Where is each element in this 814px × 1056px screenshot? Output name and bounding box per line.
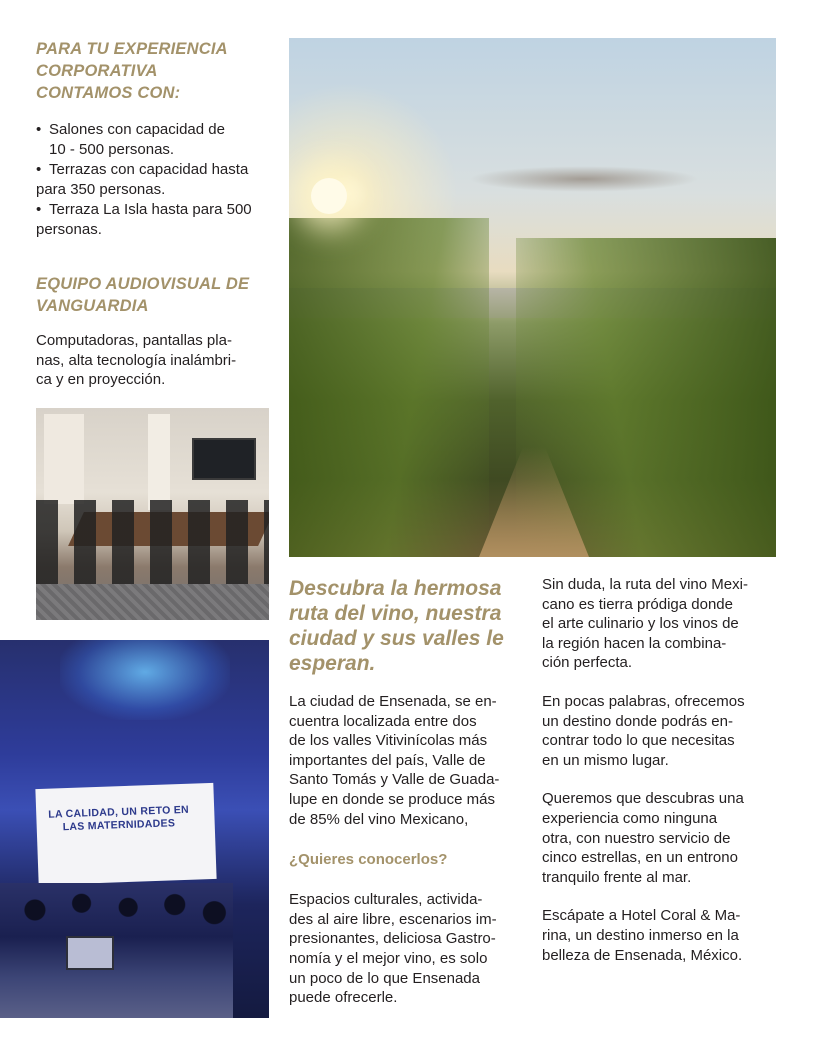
text-line: un poco de lo que Ensenada xyxy=(289,969,480,987)
culture-paragraph xyxy=(289,890,525,1008)
text-line: de 85% del vino Mexicano, xyxy=(289,810,469,828)
audiovisual-heading-line: VANGUARDIA xyxy=(36,297,149,315)
text-line: la región hacen la combina- xyxy=(542,634,727,652)
right-column xyxy=(542,575,778,984)
wine-route-subheading xyxy=(289,576,525,676)
cloud xyxy=(469,166,699,192)
text-line: Computadoras, pantallas pla- xyxy=(36,332,232,349)
subheading-line: esperan. xyxy=(289,652,376,675)
bullet-icon: • xyxy=(36,121,42,138)
text-line: un destino donde podrás en- xyxy=(542,712,733,730)
question-heading: ¿Quieres conocerlos? xyxy=(289,851,448,869)
wine-route-paragraph xyxy=(542,575,778,673)
text-line: ción perfecta. xyxy=(542,654,633,672)
middle-column xyxy=(289,576,525,1008)
vineyard-photo xyxy=(289,38,776,557)
list-item-text: Salones con capacidad de xyxy=(49,121,225,138)
text-line: de los valles Vitivinícolas más xyxy=(289,732,488,750)
list-item-text: personas. xyxy=(36,221,102,238)
text-line: presionantes, deliciosa Gastro- xyxy=(289,930,496,948)
text-line: nomía y el mejor vino, es solo xyxy=(289,949,488,967)
carpet xyxy=(36,584,269,620)
text-line: belleza de Ensenada, México. xyxy=(542,946,743,964)
text-line: cano es tierra pródiga donde xyxy=(542,595,733,613)
corporate-heading-line: CONTAMOS CON: xyxy=(36,84,181,102)
capacity-list xyxy=(36,120,276,240)
text-line: des al aire libre, escenarios im- xyxy=(289,910,497,928)
text-line: puede ofrecerle. xyxy=(289,989,398,1007)
text-line: en un mismo lugar. xyxy=(542,751,669,769)
escape-paragraph xyxy=(542,906,778,965)
text-line: rina, un destino inmerso en la xyxy=(542,926,739,944)
ensenada-paragraph xyxy=(289,692,525,829)
vine-row-left xyxy=(289,218,489,557)
wall-panel xyxy=(44,414,84,504)
bullet-icon: • xyxy=(36,161,42,178)
list-item xyxy=(36,160,276,200)
list-item-text: Terrazas con capacidad hasta xyxy=(49,161,249,178)
list-item xyxy=(36,200,276,240)
conference-photo xyxy=(0,640,269,1018)
sun xyxy=(311,178,347,214)
text-line: ca y en proyección. xyxy=(36,371,166,389)
audiovisual-text xyxy=(36,331,276,390)
slide-title-line: LA CALIDAD, UN RETO EN xyxy=(48,803,190,821)
text-line: cuentra localizada entre dos xyxy=(289,712,477,730)
text-line: el arte culinario y los vinos de xyxy=(542,615,739,633)
audiovisual-heading-line: EQUIPO AUDIOVISUAL DE xyxy=(36,275,250,293)
list-item-text: Terraza La Isla hasta para 500 xyxy=(49,201,252,218)
corporate-heading xyxy=(36,38,276,104)
text-line: Santo Tomás y Valle de Guada- xyxy=(289,771,500,789)
list-item-text: 10 - 500 personas. xyxy=(49,141,175,158)
text-line: Queremos que descubras una xyxy=(542,790,744,808)
ceiling-projection xyxy=(60,640,230,720)
text-line: Sin duda, la ruta del vino Mexi- xyxy=(542,576,748,593)
text-line: contrar todo lo que necesitas xyxy=(542,732,735,750)
wall-panel xyxy=(148,414,170,510)
bullet-icon: • xyxy=(36,201,42,218)
list-item xyxy=(36,120,276,160)
audiovisual-section xyxy=(36,273,276,390)
experience-paragraph xyxy=(542,789,778,887)
text-line: lupe en donde se produce más xyxy=(289,790,495,808)
laptop xyxy=(66,936,114,970)
wall-screen xyxy=(192,438,256,480)
audience xyxy=(0,883,233,1018)
subheading-line: ciudad y sus valles le xyxy=(289,627,504,650)
destination-paragraph xyxy=(542,692,778,770)
audiovisual-heading xyxy=(36,273,276,317)
subheading-line: ruta del vino, nuestra xyxy=(289,602,502,625)
office-chairs xyxy=(36,500,269,590)
corporate-heading-line: CORPORATIVA xyxy=(36,62,158,80)
corporate-heading-line: PARA TU EXPERIENCIA xyxy=(36,40,228,58)
corporate-section xyxy=(36,38,276,240)
text-line: La ciudad de Ensenada, se en- xyxy=(289,693,497,710)
projection-screen xyxy=(35,783,216,885)
subheading-line: Descubra la hermosa xyxy=(289,577,502,600)
text-line: otra, con nuestro servicio de xyxy=(542,829,731,847)
boardroom-photo xyxy=(36,408,269,620)
text-line: Espacios culturales, activida- xyxy=(289,891,483,909)
text-line: importantes del país, Valle de xyxy=(289,751,486,769)
text-line: Escápate a Hotel Coral & Ma- xyxy=(542,907,741,925)
slide-title-line: LAS MATERNIDADES xyxy=(62,817,176,834)
text-line: En pocas palabras, ofrecemos xyxy=(542,692,745,710)
text-line: nas, alta tecnología inalámbri- xyxy=(36,351,237,369)
list-item-text: para 350 personas. xyxy=(36,181,166,198)
text-line: tranquilo frente al mar. xyxy=(542,868,692,886)
text-line: cinco estrellas, en un entrono xyxy=(542,849,738,867)
text-line: experiencia como ninguna xyxy=(542,809,718,827)
